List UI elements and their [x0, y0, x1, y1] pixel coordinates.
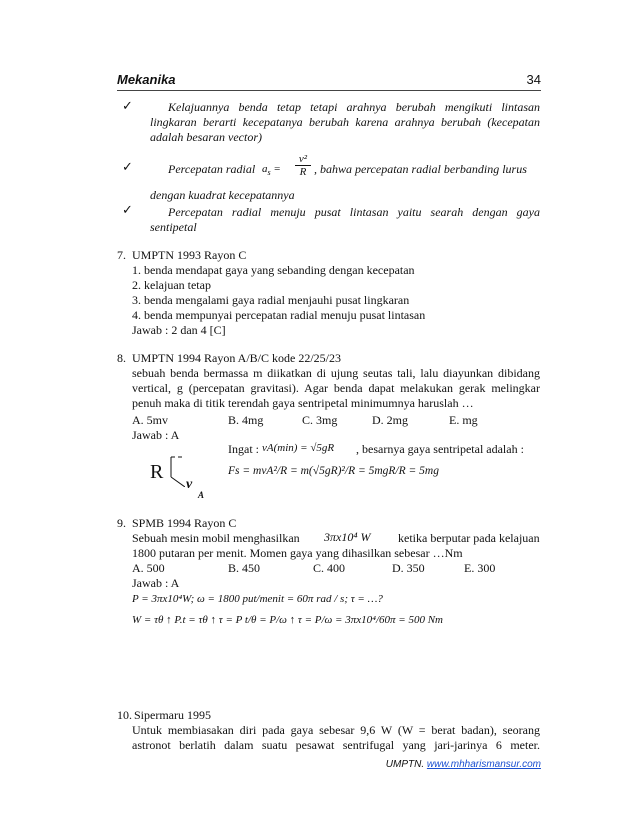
header-title: Mekanika	[117, 72, 176, 87]
q8-choice-b: B. 4mg	[228, 413, 264, 427]
footer-prefix: UMPTN.	[385, 759, 425, 770]
bullet-3-line-2: sentipetal	[150, 220, 197, 234]
q8-ingat-formula: vA(min) = √5gR	[262, 442, 335, 454]
q8-ingat-suffix: , besarnya gaya sentripetal adalah :	[356, 442, 524, 456]
q9-given: P = 3πx10⁴W; ω = 1800 put/menit = 60π rad / s; τ = …?	[132, 593, 383, 605]
q9-power-formula: 3πx10⁴ W	[324, 530, 371, 544]
q8-title: UMPTN 1994 Rayon A/B/C kode 22/25/23	[132, 351, 342, 365]
q7-title: UMPTN 1993 Rayon C	[132, 248, 247, 262]
q9-title: SPMB 1994 Rayon C	[132, 516, 237, 530]
check-icon: ✓	[122, 203, 133, 218]
q7-answer: Jawab : 2 dan 4 [C]	[132, 323, 226, 337]
q8-number: 8.	[117, 351, 126, 365]
q10-number: 10.	[117, 708, 132, 722]
q8-choice-d: D. 2mg	[372, 413, 408, 427]
q9-choice-c: C. 400	[313, 561, 346, 575]
formula-v2-over-r: $\frac{\text{v²}}{R}$	[295, 153, 311, 178]
footer-link[interactable]: www.mhharismansur.com	[426, 759, 541, 770]
q8-choice-e: E. mg	[449, 413, 478, 427]
q9-choice-b: B. 450	[228, 561, 261, 575]
q10-line-2: astronot berlatih dalam suatu pesawat sentrifugal yang jari-jarinya 6 meter.	[132, 738, 540, 752]
q7-option-4: 4. benda mempunyai percepatan radial menuju pusat lintasan	[132, 308, 426, 322]
header-rule	[117, 90, 541, 91]
q9-answer: Jawab : A	[132, 576, 180, 590]
q8-body-line-3: penuh maka di titik terendah gaya sentripetal minimumnya haruslah …	[132, 396, 474, 410]
diagram-point-label: A	[198, 490, 205, 500]
q7-option-2: 2. kelajuan tetap	[132, 278, 211, 292]
bullet-1-line-3: adalah besaran vector)	[150, 130, 262, 144]
page-number: 34	[526, 72, 541, 87]
q7-option-1: 1. benda mendapat gaya yang sebanding dengan kecepatan	[132, 263, 415, 277]
q8-body-line-2: vertical, g (percepatan gravitasi). Agar benda dapat melakukan gerak melingkar	[132, 381, 540, 395]
diagram-radius-label: R	[150, 461, 164, 483]
bullet-3-line-1: Percepatan radial menuju pusat lintasan yaitu searah dengan gaya	[168, 205, 540, 219]
q7-number: 7.	[117, 248, 126, 262]
q8-choice-c: C. 3mg	[302, 413, 338, 427]
q8-choice-a: A. 5mv	[132, 413, 168, 427]
q9-choice-a: A. 500	[132, 561, 165, 575]
q8-ingat-label: Ingat :	[228, 442, 259, 456]
q8-body-line-1: sebuah benda bermassa m diikatkan di ujung seutas tali, lalu diayunkan dibidang	[132, 366, 540, 380]
q7-option-3: 3. benda mengalami gaya radial menjauhi pusat lingkaran	[132, 293, 410, 307]
q10-title: Sipermaru 1995	[134, 708, 211, 722]
bullet-2-prefix: Percepatan radial	[168, 162, 256, 176]
q9-solution: W = τθ ↑ P.t = τθ ↑ τ = P t/θ = P/ω ↑ τ = P/ω = 3πx10⁴/60π = 500 Nm	[132, 614, 443, 626]
bullet-2-line-2: dengan kuadrat kecepatannya	[150, 188, 295, 202]
q8-answer: Jawab : A	[132, 428, 180, 442]
q9-line-2: 1800 putaran per menit. Momen gaya yang dihasilkan sebesar …Nm	[132, 546, 463, 560]
check-icon: ✓	[122, 99, 133, 114]
check-icon: ✓	[122, 160, 133, 175]
q9-choice-e: E. 300	[464, 561, 496, 575]
q8-force-formula: Fs = mvA²/R = m(√5gR)²/R = 5mgR/R = 5mg	[228, 465, 439, 477]
formula-as: $a_s$ =	[262, 163, 281, 178]
q9-line-1b: ketika berputar pada kelajuan	[398, 531, 540, 545]
footer	[386, 759, 541, 770]
q9-number: 9.	[117, 516, 126, 530]
bullet-1-line-2: lingkaran berarti kecepatanya berubah karena arahnya berubah (kecepatan	[150, 115, 540, 129]
bullet-1-line-1: Kelajuannya benda tetap tetapi arahnya berubah mengikuti lintasan	[168, 100, 540, 114]
q9-choice-d: D. 350	[392, 561, 425, 575]
q10-line-1: Untuk membiasakan diri pada gaya sebesar 9,6 W (W = berat badan), seorang	[132, 723, 540, 737]
bullet-2-suffix: , bahwa percepatan radial berbanding lurus	[314, 162, 527, 176]
q9-line-1a: Sebuah mesin mobil menghasilkan	[132, 531, 300, 545]
diagram-velocity-label: v	[186, 477, 193, 492]
